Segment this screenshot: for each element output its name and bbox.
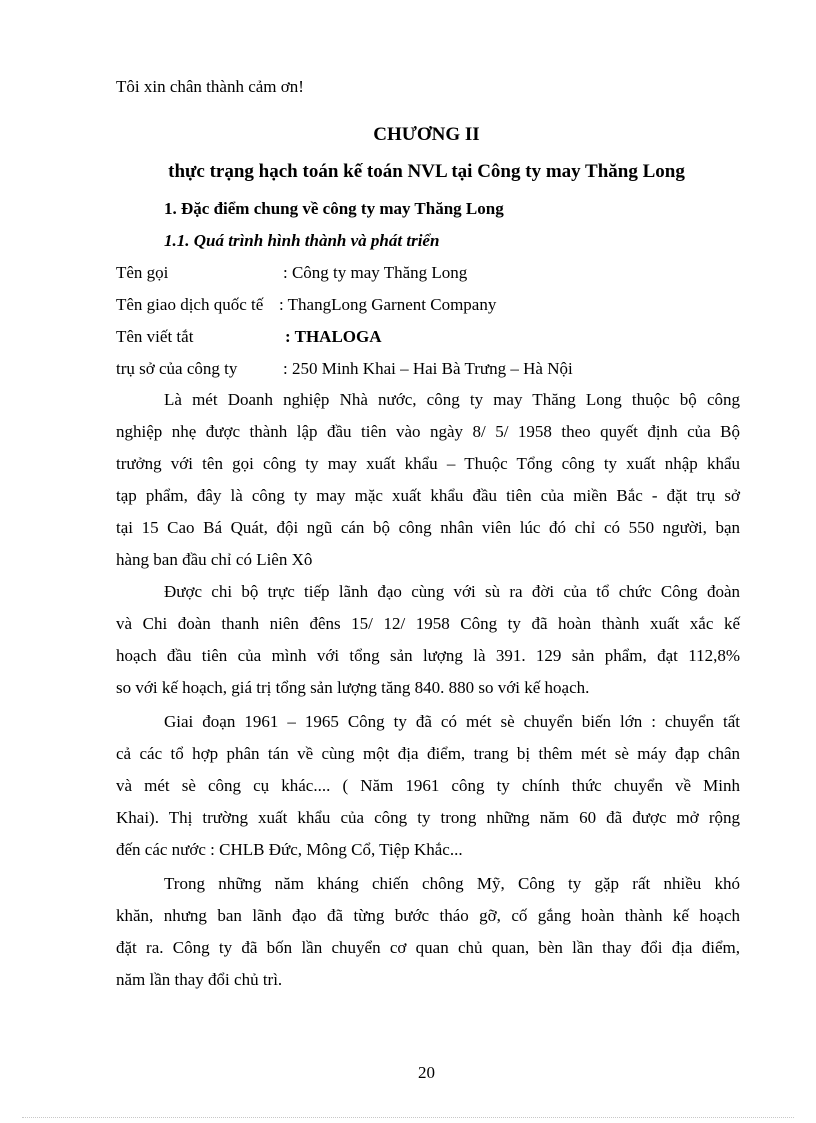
chapter-title: CHƯƠNG II bbox=[373, 124, 480, 145]
paragraph-4-line-1: Trong những năm kháng chiến chông Mỹ, Công ty gặp rất nhiều khó bbox=[164, 874, 740, 893]
paragraph-3-line-1: Giai đoạn 1961 – 1965 Công ty đã có mét sè chuyển biến lớn : chuyển tất bbox=[164, 712, 740, 731]
paragraph-2-line-4: so với kế hoạch, giá trị tổng sản lượng tăng 840. 880 so với kế hoạch. bbox=[116, 678, 590, 697]
paragraph-1-line-6: hàng ban đầu chỉ có Liên Xô bbox=[116, 550, 313, 569]
paragraph-4-line-2: khăn, nhưng ban lãnh đạo đã từng bước tháo gỡ, cố gắng hoàn thành kế hoạch bbox=[116, 906, 740, 925]
paragraph-1-line-3: trưởng với tên gọi công ty may xuất khẩu – Thuộc Tổng công ty xuất nhập khẩu bbox=[116, 454, 740, 473]
paragraph-2-line-3: hoạch đầu tiên của mình với tổng sản lượng là 391. 129 sản phẩm, đạt 112,8% bbox=[116, 646, 740, 665]
paragraph-3-line-3: và mét sè công cụ khác.... ( Năm 1961 công ty chính thức chuyển về Minh bbox=[116, 776, 740, 795]
subsection-heading: 1.1. Quá trình hình thành và phát triển bbox=[164, 231, 440, 250]
info-value-name: : Công ty may Thăng Long bbox=[283, 263, 468, 282]
paragraph-1-line-2: nghiệp nhẹ được thành lập đầu tiên vào ngày 8/ 5/ 1958 theo quyết định của Bộ bbox=[116, 422, 740, 441]
paragraph-1-line-1: Là mét Doanh nghiệp Nhà nước, công ty may Thăng Long thuộc bộ công bbox=[164, 390, 740, 409]
chapter-subtitle: thực trạng hạch toán kế toán NVL tại Công ty may Thăng Long bbox=[168, 161, 685, 182]
closing-line: Tôi xin chân thành cảm ơn! bbox=[116, 77, 304, 96]
paragraph-1-line-4: tạp phẩm, đây là công ty may mặc xuất khẩu đầu tiên của miền Bắc - đặt trụ sở bbox=[116, 486, 740, 505]
info-value-abbr: : THALOGA bbox=[285, 327, 382, 346]
info-label-address: trụ sở của công ty bbox=[116, 359, 238, 378]
info-label-trade-name: Tên giao dịch quốc tế bbox=[116, 295, 264, 314]
paragraph-3-line-2: cả các tổ hợp phân tán về cùng một địa điểm, trang bị thêm mét sè máy đạp chân bbox=[116, 744, 740, 763]
info-label-name: Tên gọi bbox=[116, 263, 169, 282]
paragraph-1-line-5: tại 15 Cao Bá Quát, đội ngũ cán bộ công nhân viên lúc đó chỉ có 550 người, bạn bbox=[116, 518, 740, 537]
info-label-abbr: Tên viết tắt bbox=[116, 327, 194, 346]
info-value-trade-name: : ThangLong Garnent Company bbox=[279, 295, 497, 314]
paragraph-2-line-1: Được chi bộ trực tiếp lãnh đạo cùng với sù ra đời của tổ chức Công đoàn bbox=[164, 582, 740, 601]
paragraph-2-line-2: và Chi đoàn thanh niên đêns 15/ 12/ 1958 Công ty đã hoàn thành xuất xắc kế bbox=[116, 614, 740, 633]
paragraph-3-line-4: Khai). Thị trường xuất khẩu của công ty trong những năm 60 đã được mở rộng bbox=[116, 808, 740, 827]
info-value-address: : 250 Minh Khai – Hai Bà Trưng – Hà Nội bbox=[283, 359, 573, 378]
page-number: 20 bbox=[418, 1063, 435, 1082]
paragraph-3-line-5: đến các nước : CHLB Đức, Mông Cổ, Tiệp Khắc... bbox=[116, 840, 463, 859]
paragraph-4-line-3: đặt ra. Công ty đã bốn lần chuyển cơ quan chủ quan, bèn lần thay đổi địa điểm, bbox=[116, 938, 740, 957]
footer-divider bbox=[22, 1117, 794, 1118]
paragraph-4-line-4: năm lần thay đổi chủ trì. bbox=[116, 970, 283, 989]
section-heading: 1. Đặc điểm chung về công ty may Thăng Long bbox=[164, 199, 504, 218]
